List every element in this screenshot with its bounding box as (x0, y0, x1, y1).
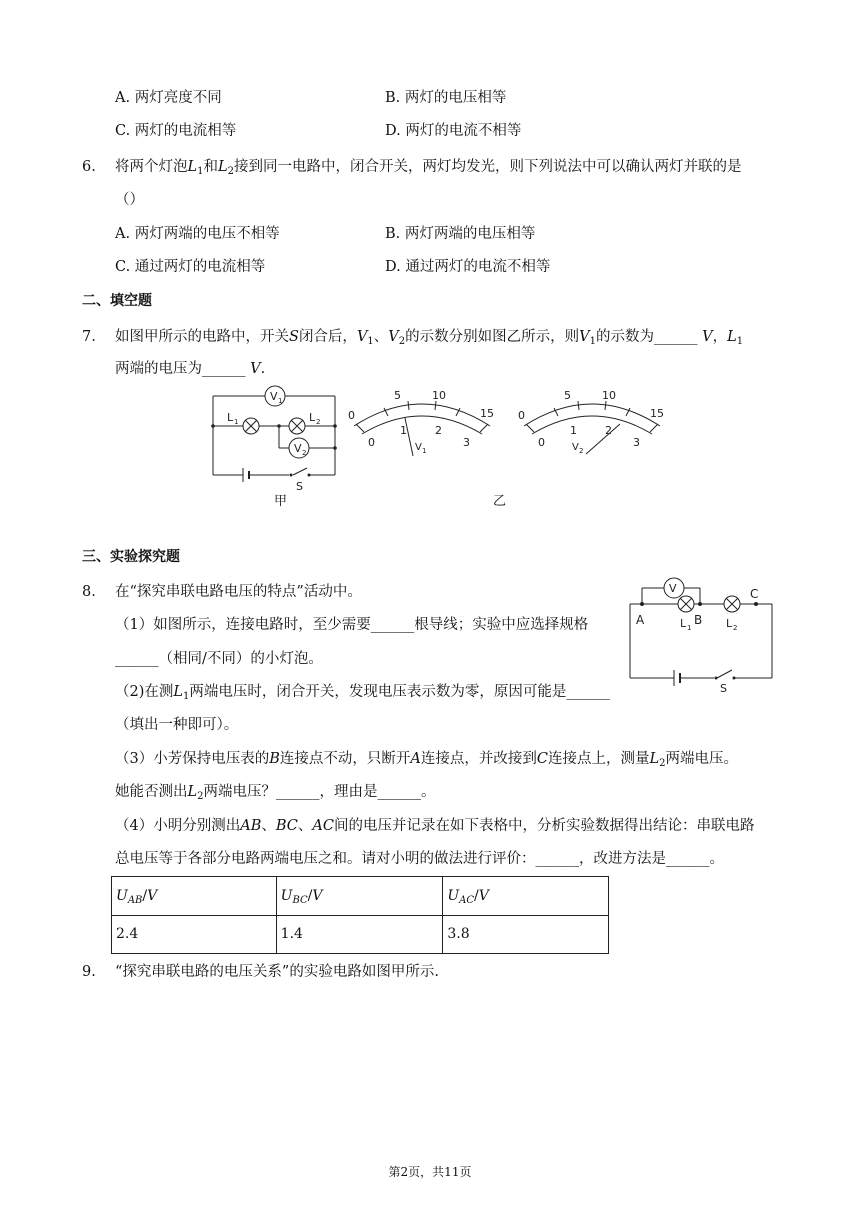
q9-number: 9. (82, 964, 96, 980)
q8-intro: 在“探究串联电路电压的特点”活动中。 (115, 584, 362, 600)
q5-option-d: D. 两灯的电流不相等 (385, 123, 522, 139)
svg-text:1: 1 (422, 447, 427, 455)
svg-text:V: V (270, 390, 278, 403)
q6-option-a: A. 两灯两端的电压不相等 (115, 226, 280, 242)
svg-text:L: L (680, 617, 687, 630)
svg-text:2: 2 (316, 418, 321, 426)
svg-text:0: 0 (368, 436, 375, 449)
svg-text:1: 1 (234, 418, 239, 426)
svg-text:15: 15 (650, 407, 664, 420)
svg-text:10: 10 (602, 389, 616, 402)
svg-text:2: 2 (302, 449, 307, 457)
q8-circuit-diagram (622, 574, 778, 694)
svg-text:3: 3 (463, 436, 470, 449)
svg-text:0: 0 (538, 436, 545, 449)
q8-voltage-table (111, 876, 609, 954)
svg-text:3: 3 (633, 436, 640, 449)
table-cell-ubc: 1.4 (276, 915, 443, 954)
svg-text:V: V (572, 442, 579, 453)
q7-line-2: 两端的电压为______ V. (115, 361, 266, 377)
table-header-uab: $U_{AB}/V$ (112, 877, 277, 916)
svg-text:S: S (720, 682, 727, 694)
svg-text:1: 1 (687, 624, 692, 632)
q7-number: 7. (82, 329, 96, 345)
svg-text:5: 5 (564, 389, 571, 402)
q8-part3-line2: 她能否测出$L_2$两端电压？______，理由是______。 (115, 784, 436, 802)
q6-stem-parens: （） (115, 192, 144, 208)
svg-text:L: L (726, 617, 733, 630)
q6-stem: 将两个灯泡$L_1$和$L_2$接到同一电路中，闭合开关，两灯均发光，则下列说法中可以确认两灯并联的是 (115, 159, 742, 177)
q8-part1-line1: （1）如图所示，连接电路时，至少需要______根导线；实验中应选择规格 (115, 617, 589, 633)
q8-part4-line1: （4）小明分别测出AB、BC、AC间的电压并记录在如下表格中，分析实验数据得出结论：串联电路 (115, 818, 755, 834)
q6-option-d: D. 通过两灯的电流不相等 (385, 259, 551, 275)
svg-text:V: V (669, 582, 677, 595)
q6-option-c: C. 通过两灯的电流相等 (115, 259, 266, 275)
q8-part2-line2: （填出一种即可）。 (115, 717, 239, 733)
q5-option-a: A. 两灯亮度不同 (115, 90, 222, 106)
q9-text: “探究串联电路的电压关系”的实验电路如图甲所示. (115, 964, 439, 980)
svg-text:1: 1 (400, 424, 407, 437)
section-experiment-heading: 三、实验探究题 (82, 549, 180, 565)
svg-text:C: C (750, 587, 759, 601)
svg-text:V: V (294, 442, 302, 455)
page-footer: 第2页，共11页 (388, 1165, 472, 1179)
q8-part4-line2: 总电压等于各部分电路两端电压之和。请对小明的做法进行评价：______，改进方法是______。 (115, 851, 724, 867)
section-fill-in-heading: 二、填空题 (82, 293, 152, 309)
q7-meter-v2 (516, 384, 668, 462)
svg-text:L: L (309, 411, 316, 424)
svg-text:A: A (636, 613, 645, 627)
q7-meter-v1 (346, 384, 498, 462)
svg-text:15: 15 (480, 407, 494, 420)
svg-text:1: 1 (278, 397, 283, 405)
svg-text:2: 2 (579, 447, 584, 455)
q8-number: 8. (82, 584, 96, 600)
table-cell-uac: 3.8 (443, 915, 609, 954)
table-cell-uab: 2.4 (112, 915, 277, 954)
svg-text:5: 5 (394, 389, 401, 402)
table-header-uac: $U_{AC}/V$ (443, 877, 609, 916)
table-header-ubc: $U_{BC}/V$ (276, 877, 443, 916)
table-row (112, 915, 609, 954)
svg-text:2: 2 (733, 624, 738, 632)
q8-part2-line1: （2)在测$L_1$两端电压时，闭合开关，发现电压表示数为零，原因可能是______ (115, 684, 610, 702)
svg-text:2: 2 (605, 424, 612, 437)
svg-text:10: 10 (432, 389, 446, 402)
q7-line-1: 如图甲所示的电路中，开关S闭合后，$V_1$、$V_2$的示数分别如图乙所示，则$V_1$的示数为______ V，$L_1$ (115, 329, 744, 347)
svg-text:S: S (296, 480, 303, 490)
q5-option-b: B. 两灯的电压相等 (385, 90, 507, 106)
q7-figure-label-jia: 甲 (274, 494, 288, 509)
q7-figure-label-yi: 乙 (493, 494, 507, 509)
svg-text:1: 1 (570, 424, 577, 437)
svg-text:2: 2 (435, 424, 442, 437)
q7-circuit-diagram (205, 380, 345, 490)
svg-text:0: 0 (348, 409, 355, 422)
svg-text:L: L (227, 411, 234, 424)
q8-part1-line2: ______（相同/不同）的小灯泡。 (115, 651, 323, 667)
svg-text:V: V (415, 442, 422, 453)
q5-option-c: C. 两灯的电流相等 (115, 123, 237, 139)
svg-text:0: 0 (518, 409, 525, 422)
q6-number: 6. (82, 159, 96, 175)
table-header-row (112, 877, 609, 916)
q8-part3-line1: （3）小芳保持电压表的B连接点不动，只断开A连接点，并改接到C连接点上，测量$L_2$两端电压。 (115, 751, 738, 769)
svg-text:B: B (694, 613, 703, 627)
q6-option-b: B. 两灯两端的电压相等 (385, 226, 536, 242)
